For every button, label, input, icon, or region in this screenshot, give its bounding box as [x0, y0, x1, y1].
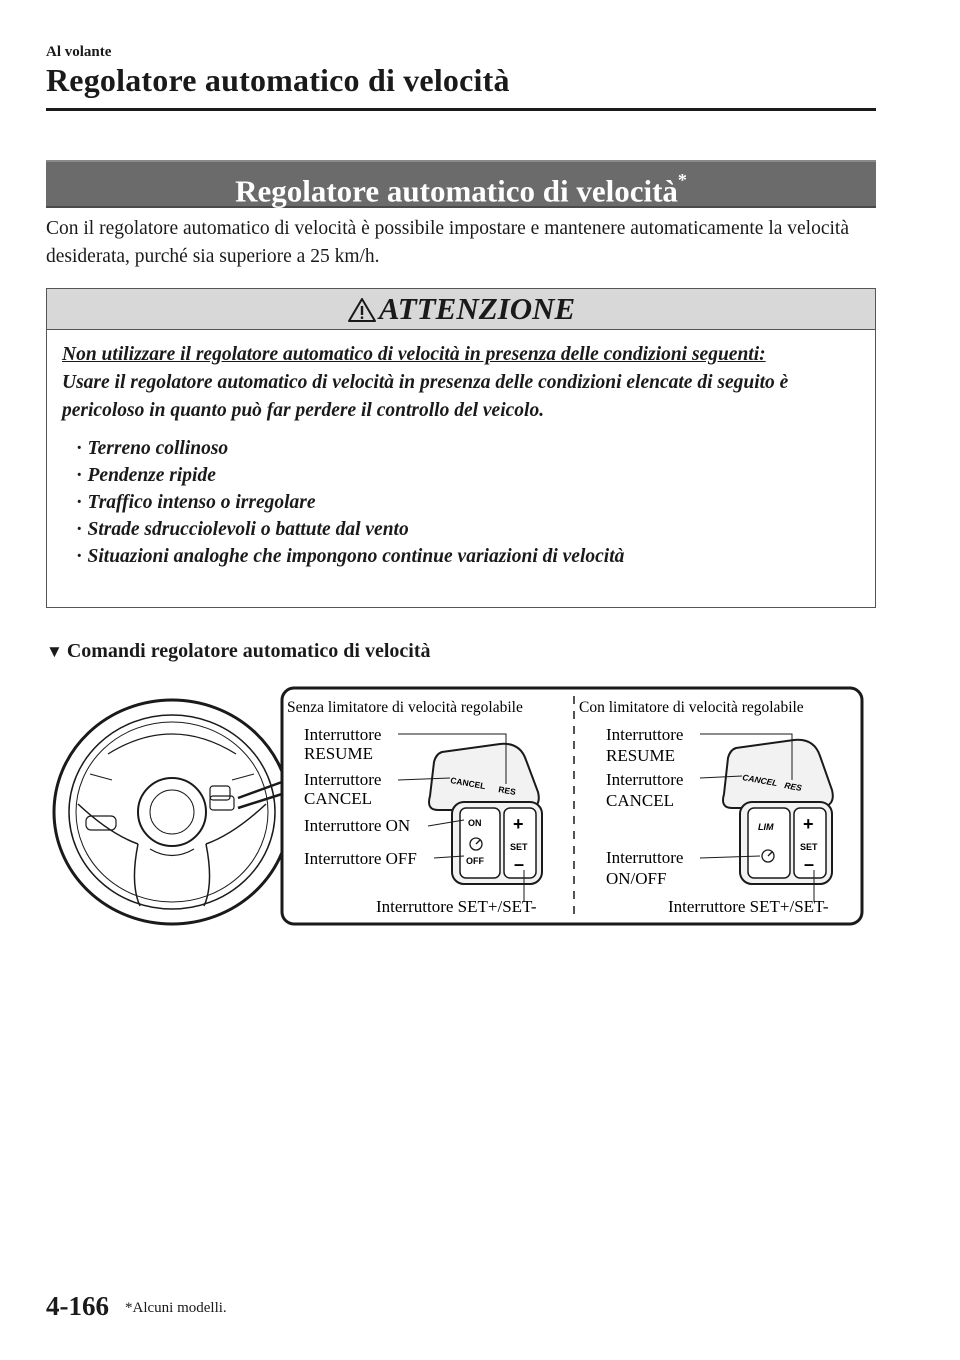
controls-diagram: [50, 684, 870, 934]
warning-lead: Non utilizzare il regolatore automatico di velocità in presenza delle condizioni seguenti:: [62, 344, 766, 365]
title-band-text: Regolatore automatico di velocità: [235, 173, 678, 209]
intro-paragraph: Con il regolatore automatico di velocità è possibile impostare e mantenere automaticamente la velocità desiderata, purché sia superiore a 25 km/h.: [46, 218, 849, 267]
left-set-label: Interruttore SET+/SET-: [376, 897, 537, 916]
section-label: Al volante: [46, 44, 112, 60]
list-item: · Traffico intenso o irregolare: [76, 489, 862, 516]
right-switch-cluster: [723, 740, 833, 884]
left-panel-title: Senza limitatore di velocità regolabile: [287, 699, 523, 716]
list-item: · Terreno collinoso: [76, 435, 862, 462]
set-button-glyph: SET: [800, 842, 818, 852]
title-band: [46, 160, 876, 208]
res-button-glyph: RES: [497, 784, 517, 798]
right-set-label: Interruttore SET+/SET-: [668, 897, 829, 916]
plus-glyph: +: [513, 814, 524, 834]
list-item: · Situazioni analoghe che impongono continue variazioni di velocità: [76, 543, 862, 570]
warning-header: [47, 289, 875, 330]
off-button-glyph: OFF: [466, 856, 484, 866]
right-resume-label-2: RESUME: [606, 746, 675, 765]
minus-glyph: –: [804, 854, 815, 874]
right-cancel-label-1: Interruttore: [606, 770, 684, 789]
right-panel-title: Con limitatore di velocità regolabile: [579, 699, 804, 716]
lim-button-glyph: LIM: [758, 822, 774, 832]
warning-list: [62, 435, 862, 570]
warning-box: [46, 288, 876, 608]
heading-rule: [46, 108, 876, 111]
on-button-glyph: ON: [468, 818, 482, 828]
left-on-label: Interruttore ON: [304, 816, 411, 835]
right-resume-label-1: Interruttore: [606, 725, 684, 744]
right-onoff-label-2: ON/OFF: [606, 869, 667, 888]
list-item: · Pendenze ripide: [76, 462, 862, 489]
left-off-label: Interruttore OFF: [304, 849, 417, 868]
right-onoff-label-1: Interruttore: [606, 848, 684, 867]
page-heading: Regolatore automatico di velocità: [46, 62, 510, 98]
left-resume-label-2: RESUME: [304, 744, 373, 763]
page-number: 4-166: [46, 1291, 109, 1321]
left-cancel-label-1: Interruttore: [304, 770, 382, 789]
controls-diagram-svg: [50, 684, 870, 934]
title-band-marker: *: [677, 170, 687, 190]
plus-glyph: +: [803, 814, 814, 834]
left-resume-label-1: Interruttore: [304, 725, 382, 744]
warning-triangle-icon: [347, 297, 377, 323]
minus-glyph: –: [514, 854, 525, 874]
left-cancel-label-2: CANCEL: [304, 789, 372, 808]
warning-text: Usare il regolatore automatico di velocità in presenza delle condizioni elencate di seguito è pericoloso in quanto può far perdere il controllo del veicolo.: [62, 372, 789, 421]
warning-title: ATTENZIONE: [378, 291, 576, 326]
list-item: · Strade sdrucciolevoli o battute dal vento: [76, 516, 862, 543]
cancel-button-glyph: CANCEL: [741, 772, 779, 789]
controls-heading: [46, 640, 430, 663]
triangle-down-icon: ▼: [46, 642, 63, 661]
warning-body: [62, 341, 862, 570]
footnote: *Alcuni modelli.: [125, 1300, 227, 1316]
set-button-glyph: SET: [510, 842, 528, 852]
steering-wheel-illustration: [54, 700, 290, 924]
controls-heading-text: Comandi regolatore automatico di velocità: [66, 640, 431, 662]
res-button-glyph: RES: [783, 780, 803, 794]
cancel-button-glyph: CANCEL: [449, 775, 487, 792]
right-cancel-label-2: CANCEL: [606, 791, 674, 810]
